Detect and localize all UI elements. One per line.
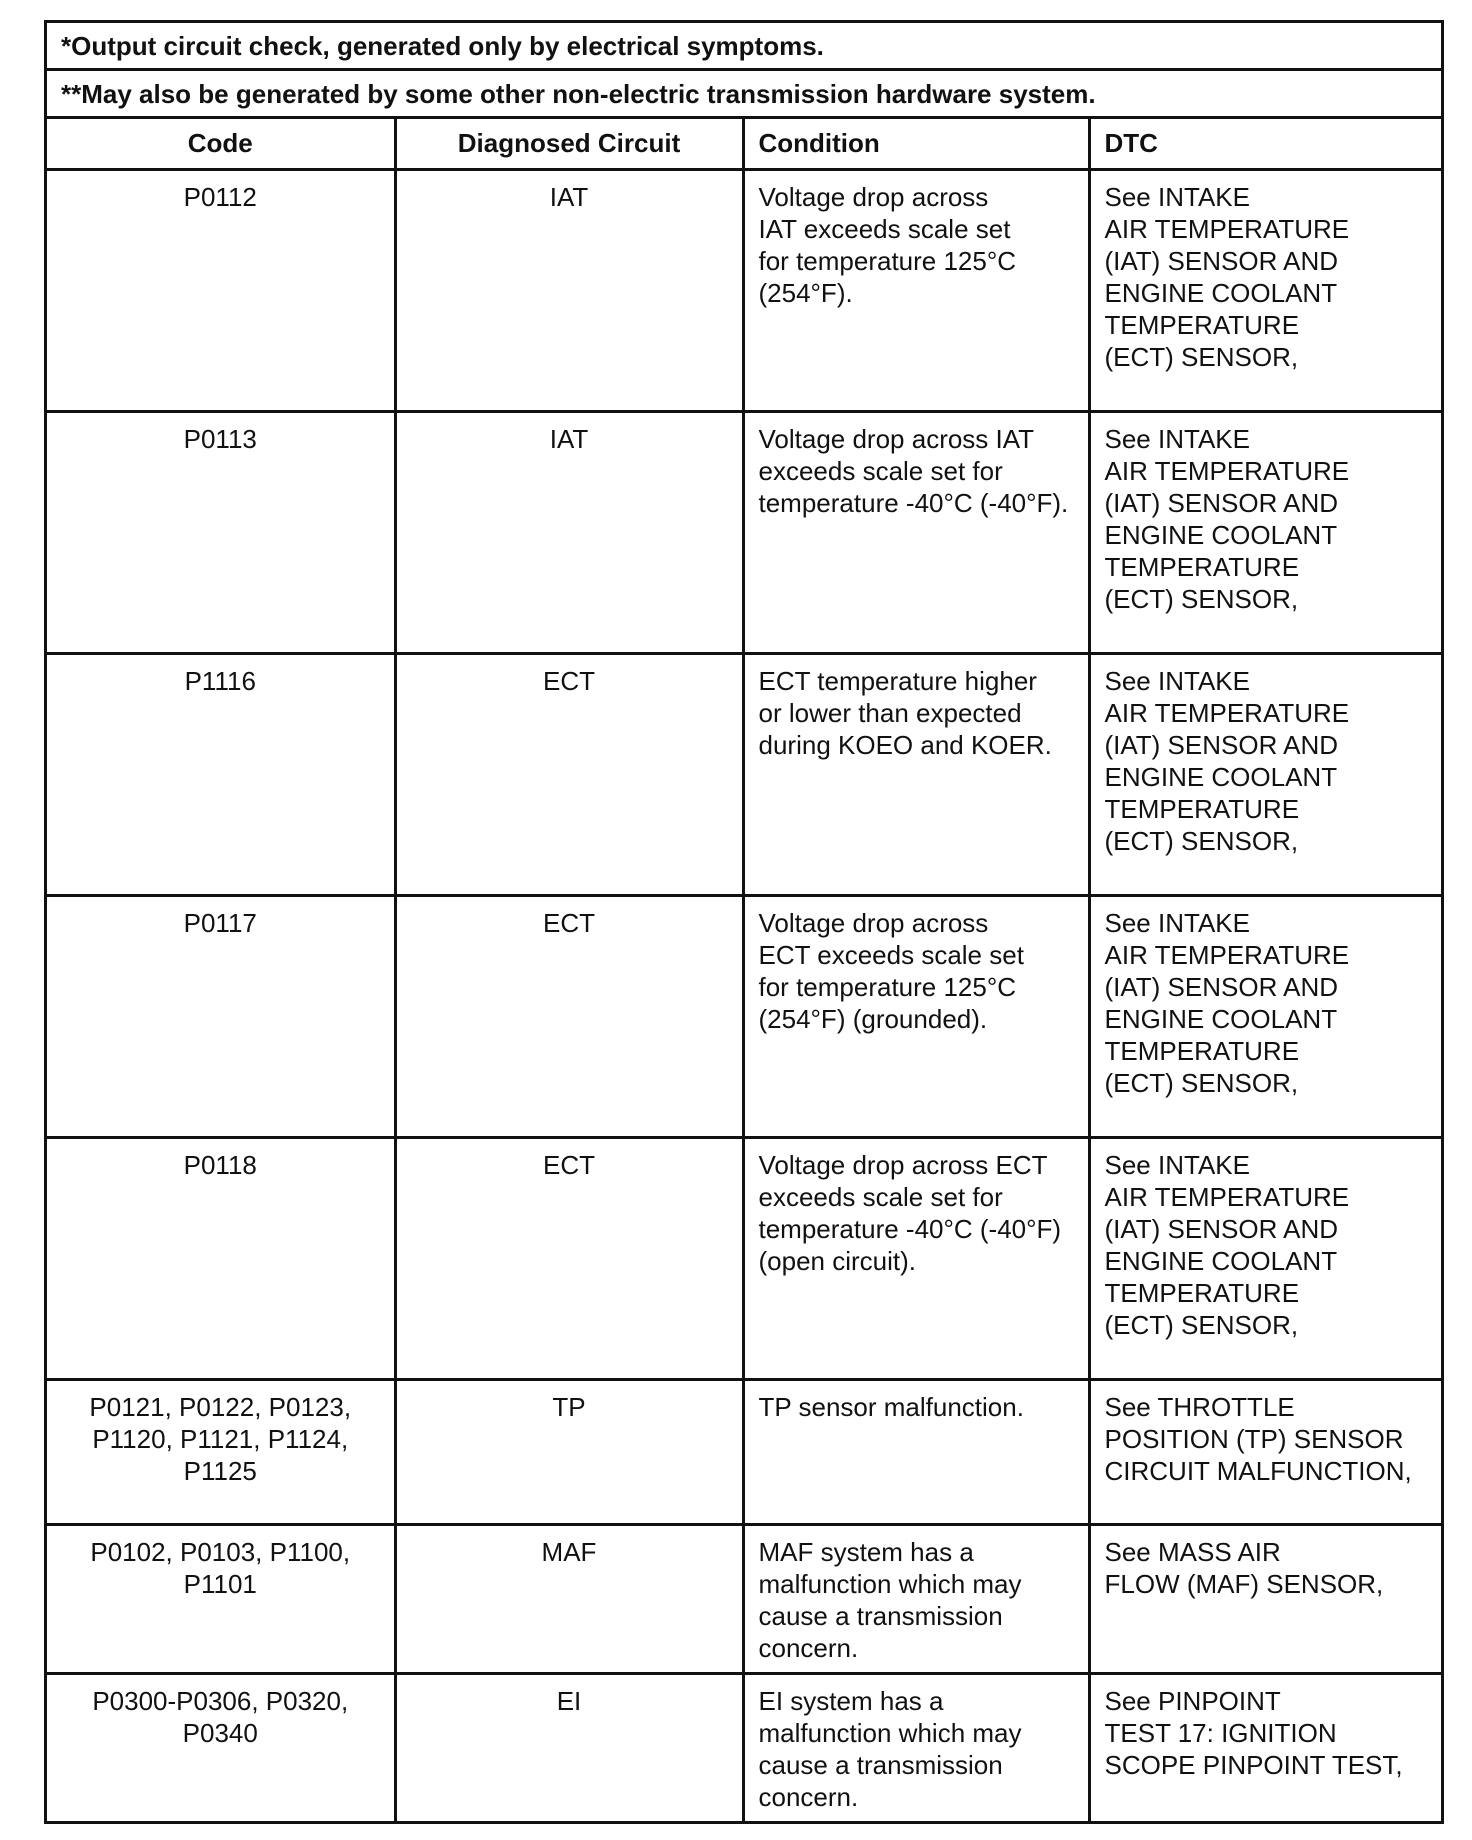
cell-dtc [1089, 1137, 1441, 1379]
cell-circuit [395, 1673, 743, 1821]
condition-text: EI system has a malfunction which may cause a transmission concern. [758, 1685, 1022, 1812]
cell-circuit [395, 1379, 743, 1524]
circuit-text: IAT [549, 181, 589, 212]
code-text: P0117 [183, 907, 257, 938]
dtc-text: See INTAKE AIR TEMPERATURE (IAT) SENSOR AND ENGINE COOLANT TEMPERATURE (ECT) SENSOR, [1104, 665, 1350, 856]
table-row [47, 1673, 1441, 1821]
circuit-text: ECT [543, 907, 595, 938]
cell-condition [743, 653, 1089, 895]
table-row [47, 1524, 1441, 1673]
table-row [47, 1137, 1441, 1379]
table-row [47, 1379, 1441, 1524]
cell-circuit [395, 411, 743, 653]
cell-code [47, 1524, 395, 1673]
note-non-electric: **May also be generated by some other non-electric transmission hardware system. [47, 71, 1441, 119]
code-text: P0118 [183, 1149, 257, 1180]
condition-text: Voltage drop across IAT exceeds scale set for temperature 125°C (254°F). [758, 181, 1017, 308]
cell-dtc [1089, 1379, 1441, 1524]
cell-condition [743, 411, 1089, 653]
cell-code [47, 1137, 395, 1379]
cell-condition [743, 1137, 1089, 1379]
code-text: P0300-P0306, P0320, P0340 [92, 1685, 349, 1748]
cell-circuit [395, 653, 743, 895]
circuit-text: MAF [541, 1536, 597, 1567]
cell-dtc [1089, 653, 1441, 895]
column-header-code: Code [47, 119, 395, 169]
condition-text: ECT temperature higher or lower than expected during KOEO and KOER. [758, 665, 1052, 760]
table-header-row [47, 119, 1441, 169]
cell-dtc [1089, 411, 1441, 653]
cell-condition [743, 1379, 1089, 1524]
dtc-table [47, 119, 1441, 1821]
code-text: P0113 [183, 423, 257, 454]
column-header-dtc: DTC [1089, 119, 1441, 169]
code-text: P0102, P0103, P1100, P1101 [90, 1536, 351, 1599]
cell-circuit [395, 169, 743, 411]
table-row [47, 411, 1441, 653]
condition-text: MAF system has a malfunction which may cause a transmission concern. [758, 1536, 1022, 1663]
condition-text: Voltage drop across ECT exceeds scale set for temperature -40°C (-40°F) (open circuit). [758, 1149, 1062, 1276]
table-row [47, 895, 1441, 1137]
cell-code [47, 895, 395, 1137]
cell-code [47, 1673, 395, 1821]
cell-circuit [395, 1137, 743, 1379]
cell-condition [743, 1524, 1089, 1673]
cell-circuit [395, 1524, 743, 1673]
dtc-text: See INTAKE AIR TEMPERATURE (IAT) SENSOR AND ENGINE COOLANT TEMPERATURE (ECT) SENSOR, [1104, 907, 1350, 1098]
cell-dtc [1089, 1524, 1441, 1673]
circuit-text: TP [552, 1391, 586, 1422]
cell-condition [743, 1673, 1089, 1821]
cell-condition [743, 169, 1089, 411]
table-row [47, 653, 1441, 895]
cell-code [47, 169, 395, 411]
cell-circuit [395, 895, 743, 1137]
dtc-text: See MASS AIR FLOW (MAF) SENSOR, [1104, 1536, 1384, 1599]
circuit-text: EI [556, 1685, 582, 1716]
cell-code [47, 1379, 395, 1524]
code-text: P1116 [184, 665, 256, 696]
code-text: P0112 [183, 181, 257, 212]
dtc-text: See INTAKE AIR TEMPERATURE (IAT) SENSOR AND ENGINE COOLANT TEMPERATURE (ECT) SENSOR, [1104, 423, 1350, 614]
code-text: P0121, P0122, P0123, P1120, P1121, P1124, P1125 [89, 1391, 352, 1486]
circuit-text: ECT [543, 665, 595, 696]
cell-condition [743, 895, 1089, 1137]
note-output-circuit: *Output circuit check, generated only by electrical symptoms. [47, 23, 1441, 71]
cell-dtc [1089, 1673, 1441, 1821]
dtc-text: See INTAKE AIR TEMPERATURE (IAT) SENSOR AND ENGINE COOLANT TEMPERATURE (ECT) SENSOR, [1104, 181, 1350, 372]
cell-dtc [1089, 169, 1441, 411]
table-row [47, 169, 1441, 411]
cell-dtc [1089, 895, 1441, 1137]
column-header-condition: Condition [743, 119, 1089, 169]
dtc-text: See PINPOINT TEST 17: IGNITION SCOPE PINPOINT TEST, [1104, 1685, 1403, 1780]
circuit-text: IAT [549, 423, 589, 454]
cell-code [47, 653, 395, 895]
cell-code [47, 411, 395, 653]
condition-text: Voltage drop across ECT exceeds scale set for temperature 125°C (254°F) (grounded). [758, 907, 1024, 1034]
condition-text: TP sensor malfunction. [758, 1391, 1024, 1422]
dtc-text: See INTAKE AIR TEMPERATURE (IAT) SENSOR AND ENGINE COOLANT TEMPERATURE (ECT) SENSOR, [1104, 1149, 1350, 1340]
dtc-reference-sheet [44, 20, 1444, 1824]
condition-text: Voltage drop across IAT exceeds scale set for temperature -40°C (-40°F). [758, 423, 1069, 518]
column-header-diagnosed-circuit: Diagnosed Circuit [395, 119, 743, 169]
circuit-text: ECT [543, 1149, 595, 1180]
dtc-text: See THROTTLE POSITION (TP) SENSOR CIRCUIT MALFUNCTION, [1104, 1391, 1412, 1486]
